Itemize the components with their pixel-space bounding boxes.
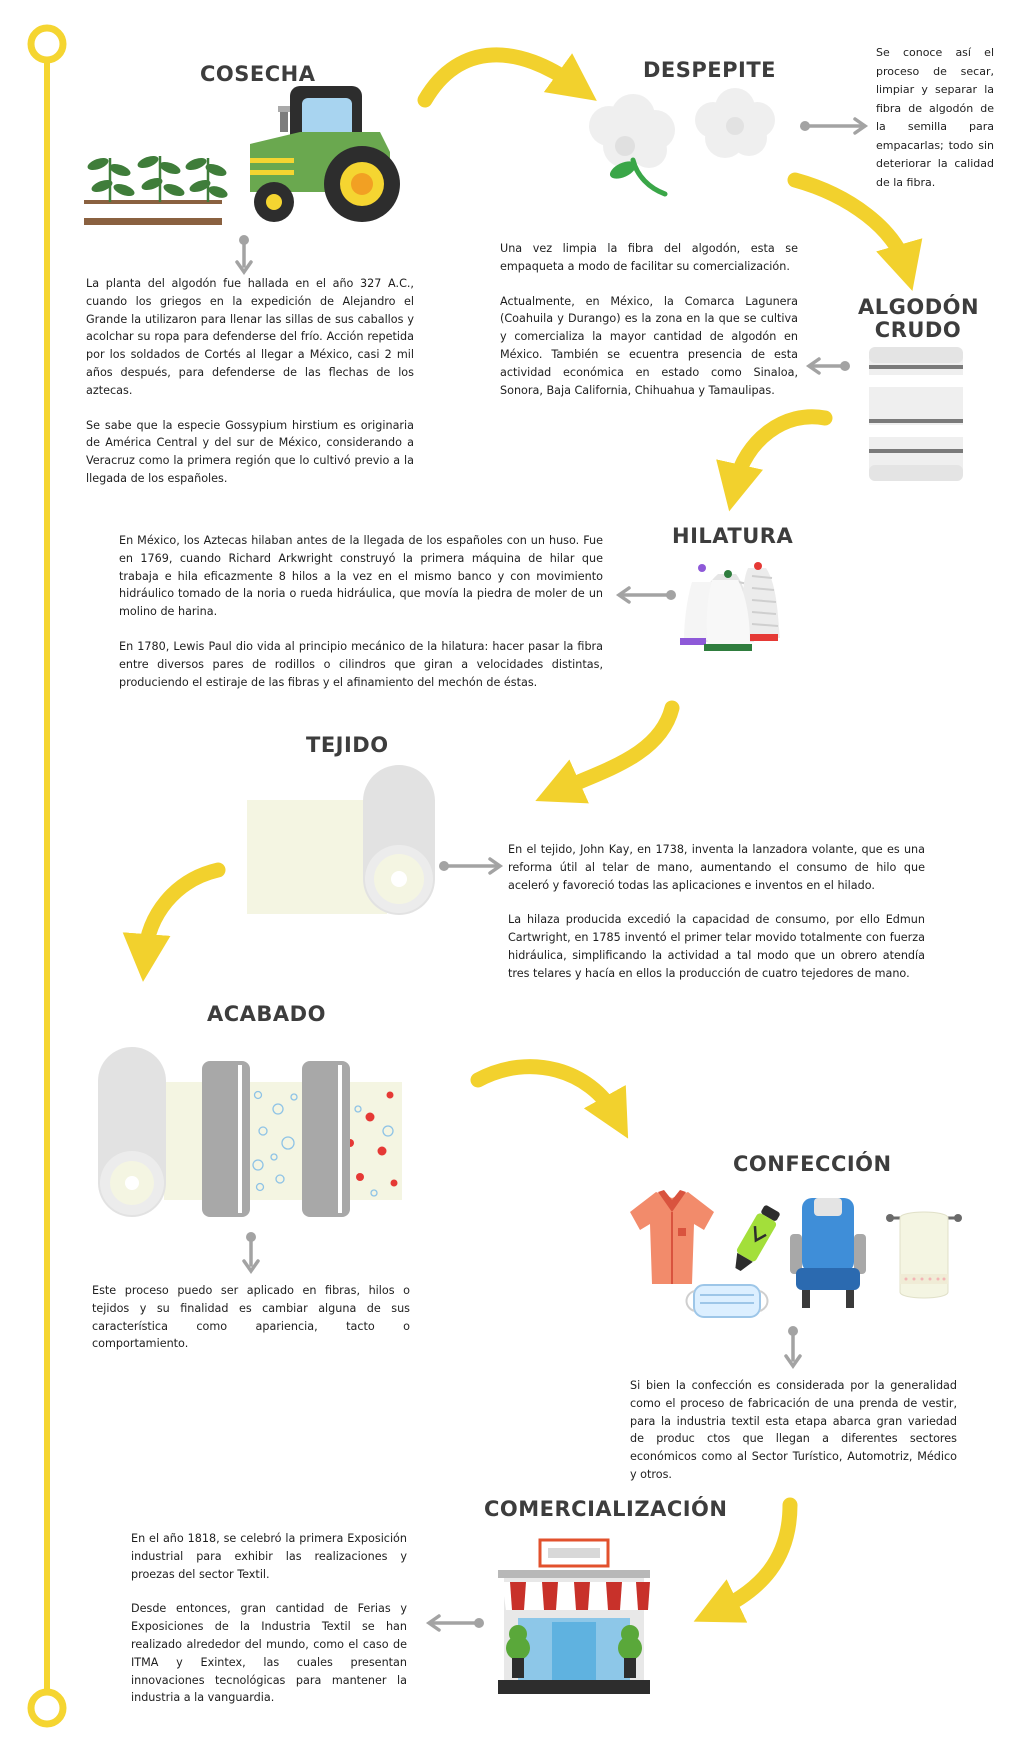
hilatura-title: HILATURA bbox=[672, 524, 794, 548]
algodon-crudo-title-line2: CRUDO bbox=[874, 318, 962, 342]
tejido-paragraph-1: En el tejido, John Kay, en 1738, inventa la lanzadora volante, que es una reforma útil al telar de mano, aumentando el consumo de hilo que aceleró y favoreció todas las aplicaciones e inventos en el hilado. bbox=[508, 843, 925, 892]
algodon-crudo-description bbox=[500, 240, 798, 399]
confeccion-paragraph-1: Si bien la confección es considerada por la generalidad como el proceso de fabricación de una prenda de vestir, para la industria textil esta etapa abarca gran variedad de produc ctos que llegan a diferentes sectores económicos como al Sector Turístico, Automotriz, Médico y otros. bbox=[630, 1379, 957, 1481]
acabado-title: ACABADO bbox=[207, 1002, 326, 1026]
despepite-paragraph-1: Se conoce así el proceso de secar, limpiar y separar la fibra de algodón de la semilla para empacarlas; todo sin deteriorar la calidad de la fibra. bbox=[876, 46, 994, 189]
despepite-title: DESPEPITE bbox=[643, 58, 777, 82]
pointer-acabado bbox=[244, 1232, 258, 1271]
pointer-cosecha bbox=[237, 235, 251, 272]
finishing-rollers-icon bbox=[98, 1047, 418, 1227]
confeccion-description bbox=[630, 1377, 957, 1484]
acabado-paragraph-1: Este proceso puedo ser aplicado en fibras, hilos o tejidos y su finalidad es cambiar alguna de sus característica como apariencia, tacto o comportamiento. bbox=[92, 1284, 410, 1351]
pointer-tejido bbox=[439, 859, 500, 873]
algodon-crudo-title bbox=[858, 296, 978, 342]
algodon-crudo-paragraph-2: Actualmente, en México, la Comarca Lagunera (Coahuila y Durango) es la zona en la que se cultiva y comercializa la mayor cantidad de algodón en México. También se ecuentra presencia de esta actividad económica en estado como Sinaloa, Sonora, Baja California, Chihuahua y Tamaulipas. bbox=[500, 294, 798, 397]
hilatura-paragraph-2: En 1780, Lewis Paul dio vida al principio mecánico de la hilatura: hacer pasar la fibra entre diversos pares de rodillos o cilindros que giran a velocidades distintas, produciendo el estiraje de las fibras y el afinamiento del mechón de éstas. bbox=[119, 639, 603, 689]
cosecha-paragraph-1: La planta del algodón fue hallada en el año 327 A.C., cuando los griegos en la expedición de Alejandro el Grande la utilizaron para llenar las sillas de sus caballos y acolchar su ropa para defenderse del frío. Acción repetida por los soldados de Cortés al llegar a México, casi 2 mil años después, para defenderse de las flechas de los aztecas. bbox=[86, 277, 414, 397]
hilatura-description bbox=[119, 532, 603, 691]
marker-icon bbox=[730, 1200, 780, 1280]
cosecha-title: COSECHA bbox=[200, 62, 316, 86]
comercializacion-title: COMERCIALIZACIÓN bbox=[484, 1497, 728, 1521]
comercializacion-paragraph-2: Desde entonces, gran cantidad de Ferias y Exposiciones de la Industria Textil se han realizado alrededor del mundo, como el caso de ITMA y Exintex, las cuales presentan innovaciones tecnológicas para mantener la industria a la vanguardia. bbox=[131, 1602, 407, 1705]
pointer-algodon-crudo bbox=[809, 359, 850, 373]
comercializacion-description bbox=[131, 1530, 407, 1707]
cosecha-description bbox=[86, 275, 414, 488]
hilatura-paragraph-1: En México, los Aztecas hilaban antes de la llegada de los españoles con un huso. Fue en 1769, cuando Richard Arkwright construyó la primera máquina de hilar que trabaja e hila eficazmente 8 hilos a la vez en el mismo banco y con movimiento hidráulico tomado de la noria o rueda hidráulica, que movía la piedra de moler de un molino de harina. bbox=[119, 534, 603, 619]
pointer-hilatura bbox=[619, 588, 676, 602]
shirt-icon bbox=[628, 1188, 718, 1288]
cotton-boll-icon bbox=[585, 90, 785, 200]
face-mask-icon bbox=[682, 1281, 772, 1321]
cotton-bale-icon bbox=[867, 345, 967, 485]
acabado-description bbox=[92, 1282, 410, 1353]
tejido-description bbox=[508, 841, 925, 983]
pointer-despepite bbox=[800, 119, 865, 133]
fabric-roll-icon bbox=[247, 765, 437, 915]
thread-spools-icon bbox=[678, 562, 788, 652]
shop-icon bbox=[496, 1538, 656, 1698]
comercializacion-paragraph-1: En el año 1818, se celebró la primera Exposición industrial para exhibir las realizaciones y proezas del sector Textil. bbox=[131, 1532, 407, 1581]
tejido-paragraph-2: La hilaza producida excedió la capacidad de consumo, por ello Edmun Cartwright, en 1785 inventó el primer telar movido totalmente con fuerza hidráulica, simplificando la actividad a tal modo que un obrero atendía tres telares y hacía en ellos la producción de cuatro tejedores de mano. bbox=[508, 913, 925, 980]
algodon-crudo-title-line1: ALGODÓN bbox=[858, 295, 980, 319]
algodon-crudo-paragraph-1: Una vez limpia la fibra del algodón, esta se empaqueta a modo de facilitar su comercialización. bbox=[500, 242, 798, 273]
cotton-plants-icon bbox=[80, 148, 230, 228]
cosecha-paragraph-2: Se sabe que la especie Gossypium hirstium es originaria de América Central y del sur de México, considerando a Veracruz como la primera región que lo cultivó previo a la llegada de los españoles. bbox=[86, 418, 414, 485]
tractor-icon bbox=[240, 80, 410, 230]
despepite-description bbox=[876, 44, 994, 192]
pointer-confeccion bbox=[786, 1326, 800, 1366]
car-seat-icon bbox=[788, 1196, 868, 1311]
confeccion-title: CONFECCIÓN bbox=[733, 1152, 892, 1176]
pointer-comercializacion bbox=[429, 1616, 484, 1630]
towel-icon bbox=[884, 1208, 964, 1308]
tejido-title: TEJIDO bbox=[306, 733, 389, 757]
